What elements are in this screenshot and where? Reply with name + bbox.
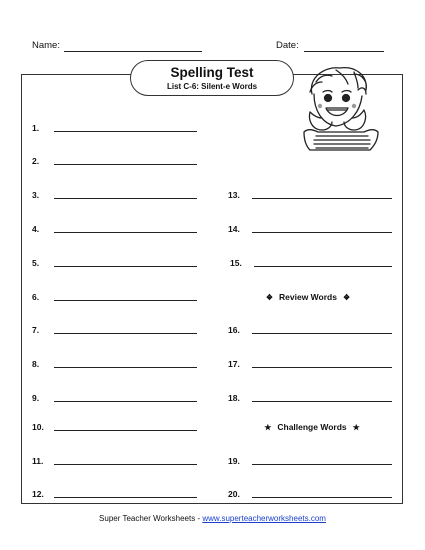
footer [0,514,425,523]
answer-line[interactable] [252,497,392,498]
answer-line[interactable] [252,464,392,465]
kid-illustration [296,60,388,152]
item-number: 20. [228,489,240,499]
answer-line[interactable] [54,232,197,233]
answer-line[interactable] [54,198,197,199]
diamond-icon: ❖ [342,293,351,302]
answer-line[interactable] [54,333,197,334]
answer-line[interactable] [54,401,197,402]
name-line[interactable] [64,51,202,52]
date-line[interactable] [304,51,384,52]
item-number: 2. [32,156,40,166]
item-number: 15. [230,258,242,268]
title-box [130,60,294,96]
item-number: 17. [228,359,240,369]
answer-line[interactable] [252,333,392,334]
answer-line[interactable] [254,266,392,267]
item-number: 10. [32,422,44,432]
item-number: 11. [32,456,44,466]
star-icon: ★ [352,423,360,432]
answer-line[interactable] [54,300,197,301]
challenge-words-label: Challenge Words [277,422,347,432]
answer-line[interactable] [54,430,197,431]
item-number: 19. [228,456,240,466]
item-number: 6. [32,292,40,302]
answer-line[interactable] [252,401,392,402]
item-number: 3. [32,190,40,200]
item-number: 18. [228,393,240,403]
footer-text: Super Teacher Worksheets - [99,514,203,523]
review-words-heading [228,292,388,302]
answer-line[interactable] [252,367,392,368]
review-words-label: Review Words [279,292,337,302]
name-label: Name: [32,40,60,51]
item-number: 1. [32,123,40,133]
answer-line[interactable] [54,497,197,498]
item-number: 7. [32,325,40,335]
item-number: 9. [32,393,40,403]
answer-line[interactable] [54,464,197,465]
answer-line[interactable] [54,367,197,368]
star-icon: ★ [264,423,272,432]
answer-line[interactable] [252,232,392,233]
date-label: Date: [276,40,299,51]
diamond-icon: ❖ [265,293,274,302]
answer-line[interactable] [54,164,197,165]
item-number: 13. [228,190,240,200]
item-number: 4. [32,224,40,234]
item-number: 8. [32,359,40,369]
item-number: 14. [228,224,240,234]
answer-line[interactable] [54,266,197,267]
page-title: Spelling Test [170,65,254,80]
answer-line[interactable] [252,198,392,199]
page-subtitle: List C-6: Silent-e Words [166,82,258,91]
challenge-words-heading [232,422,392,432]
item-number: 5. [32,258,40,268]
answer-line[interactable] [54,131,197,132]
item-number: 12. [32,489,44,499]
footer-link[interactable]: www.superteacherworksheets.com [202,514,326,523]
item-number: 16. [228,325,240,335]
